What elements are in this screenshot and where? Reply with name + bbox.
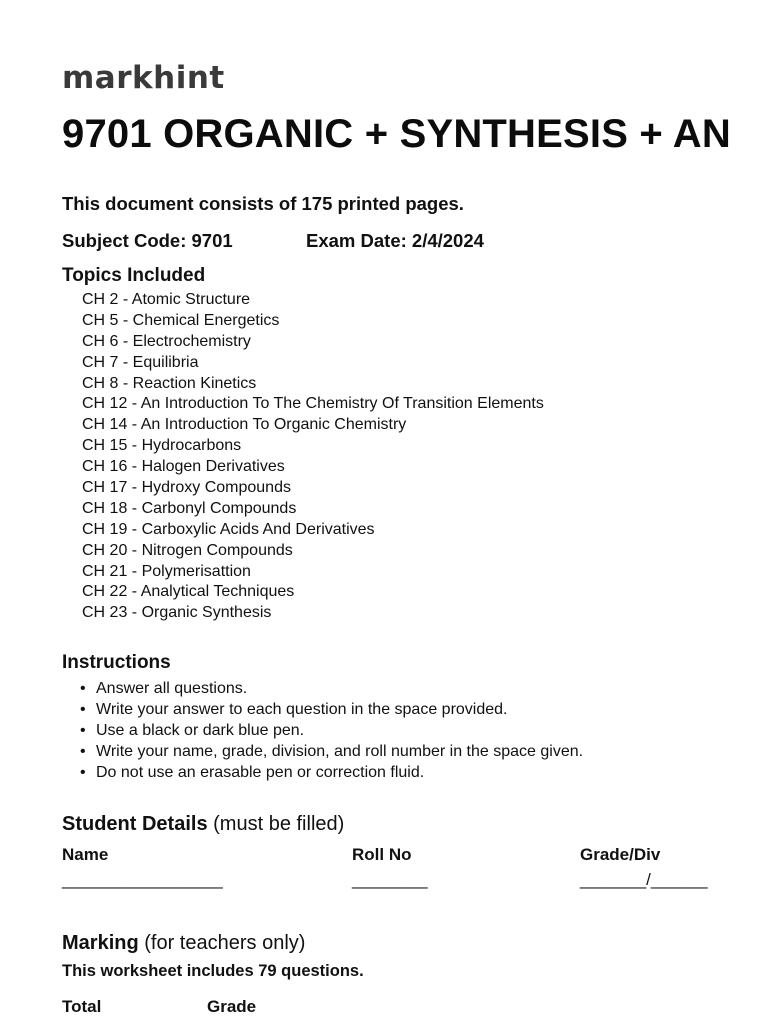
student-details-title: Student Details bbox=[62, 813, 208, 836]
instructions-list bbox=[62, 678, 768, 783]
instruction-text: Use a black or dark blue pen. bbox=[96, 722, 305, 740]
grade-div-blank[interactable]: _______/______ bbox=[580, 870, 708, 890]
document-title: 9701 ORGANIC + SYNTHESIS + AN bbox=[62, 112, 731, 156]
student-details-heading bbox=[62, 811, 768, 837]
topic-item: CH 2 - Atomic Structure bbox=[82, 291, 251, 308]
roll-no-label: Roll No bbox=[352, 845, 412, 865]
name-field[interactable] bbox=[62, 844, 352, 891]
topic-item: CH 17 - Hydroxy Compounds bbox=[82, 479, 291, 497]
topic-item: CH 7 - Equilibria bbox=[82, 353, 199, 371]
student-details-note: (must be filled) bbox=[213, 813, 345, 836]
instruction-text: Answer all questions. bbox=[96, 680, 248, 698]
instruction-item bbox=[80, 762, 768, 783]
topic-item: CH 20 - Nitrogen Compounds bbox=[82, 541, 293, 559]
marking-note: (for teachers only) bbox=[144, 932, 306, 955]
topic-item: CH 22 - Analytical Techniques bbox=[82, 583, 295, 601]
subject-code: Subject Code: 9701 bbox=[62, 230, 233, 251]
bullet-icon: • bbox=[80, 722, 86, 740]
total-label: Total bbox=[62, 997, 102, 1017]
marking-heading bbox=[62, 930, 768, 956]
instruction-text: Write your answer to each question in the space provided. bbox=[96, 701, 508, 719]
topic-item: CH 5 - Chemical Energetics bbox=[82, 311, 280, 329]
grade-div-field[interactable] bbox=[580, 844, 740, 891]
student-details-fields bbox=[62, 844, 768, 891]
brand-logo bbox=[62, 60, 768, 96]
roll-no-blank[interactable]: ________ bbox=[352, 870, 428, 890]
topic-item: CH 21 - Polymerisattion bbox=[82, 562, 251, 580]
instruction-text: Do not use an erasable pen or correction fluid. bbox=[96, 764, 425, 782]
topic-item: CH 12 - An Introduction To The Chemistry Of Transition Elements bbox=[82, 395, 544, 413]
marking-fields bbox=[62, 996, 768, 1018]
name-blank[interactable]: _________________ bbox=[62, 870, 223, 890]
topic-item: CH 23 - Organic Synthesis bbox=[82, 604, 272, 622]
grade-div-label: Grade/Div bbox=[580, 845, 661, 865]
instruction-item bbox=[80, 741, 768, 762]
topics-list bbox=[62, 290, 768, 624]
roll-no-field[interactable] bbox=[352, 844, 580, 891]
instruction-item bbox=[80, 720, 768, 741]
grade-label: Grade bbox=[207, 997, 257, 1017]
exam-meta bbox=[62, 229, 768, 253]
topic-item: CH 6 - Electrochemistry bbox=[82, 332, 251, 350]
topic-item: CH 19 - Carboxylic Acids And Derivatives bbox=[82, 520, 375, 538]
page-count-line: This document consists of 175 printed pages. bbox=[62, 193, 464, 214]
instruction-text: Write your name, grade, division, and roll number in the space given. bbox=[96, 743, 584, 761]
name-label: Name bbox=[62, 845, 109, 865]
question-count-line: This worksheet includes 79 questions. bbox=[62, 962, 364, 981]
instruction-item bbox=[80, 678, 768, 699]
exam-date: Exam Date: 2/4/2024 bbox=[306, 230, 484, 251]
logo-wordmark: markhint bbox=[62, 60, 225, 96]
topics-heading: Topics Included bbox=[62, 265, 206, 286]
instructions-heading: Instructions bbox=[62, 652, 171, 674]
topic-item: CH 14 - An Introduction To Organic Chemistry bbox=[82, 416, 407, 434]
bullet-icon: • bbox=[80, 701, 86, 719]
bullet-icon: • bbox=[80, 743, 86, 761]
topic-item: CH 8 - Reaction Kinetics bbox=[82, 374, 257, 392]
bullet-icon: • bbox=[80, 680, 86, 698]
marking-title: Marking bbox=[62, 932, 139, 955]
topic-item: CH 15 - Hydrocarbons bbox=[82, 437, 242, 455]
instruction-item bbox=[80, 699, 768, 720]
worksheet-cover-page bbox=[62, 60, 768, 1018]
bullet-icon: • bbox=[80, 764, 86, 782]
topic-item: CH 18 - Carbonyl Compounds bbox=[82, 499, 297, 517]
topic-item: CH 16 - Halogen Derivatives bbox=[82, 458, 285, 476]
